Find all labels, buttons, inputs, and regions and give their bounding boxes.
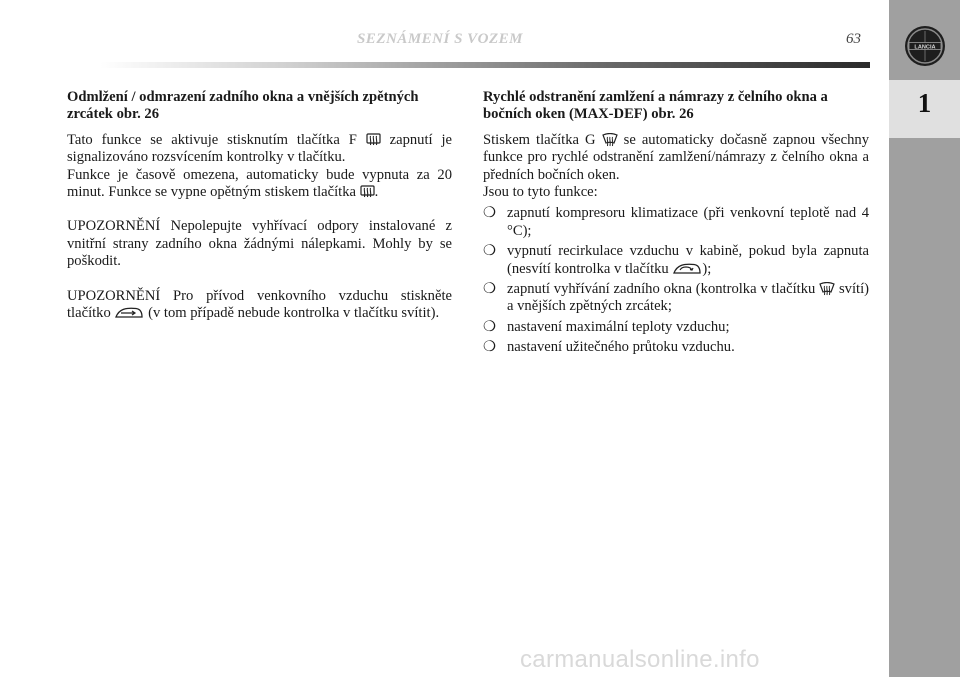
section-heading-max-def: Rychlé odstranění zamlžení a námrazy z čelního okna a bočních oken (MAX-DEF) obr. 26	[483, 89, 828, 123]
list-item: ❍ zapnutí kompresoru klimatizace (při venkovní teplotě nad 4 °C);	[483, 205, 869, 239]
header-rule	[100, 62, 870, 68]
bullet-icon: ❍	[483, 318, 497, 335]
bullet-icon: ❍	[483, 205, 497, 222]
list-item: ❍ nastavení maximální teploty vzduchu;	[483, 318, 730, 335]
left-column	[67, 89, 452, 322]
rear-defrost-icon	[366, 133, 381, 147]
right-column	[483, 89, 869, 360]
watermark: carmanualsonline.info	[520, 646, 760, 673]
windscreen-defrost-icon	[819, 282, 835, 296]
bullet-icon: ❍	[483, 243, 497, 260]
paragraph-functions-intro: Jsou to tyto funkce:	[483, 184, 598, 201]
list-item: ❍ zapnutí vyhřívání zadního okna (kontrolka v tlačítku svítí) a vnějších zpětných zrcátek;	[483, 281, 869, 315]
warning-heating-elements: UPOZORNĚNÍ Nepolepujte vyhřívací odpory instalované z vnitřní strany zadního okna žádnými nálepkami. Mohly by se poškodit.	[67, 218, 452, 270]
logo-text: LANCIA	[914, 44, 936, 51]
chapter-number: 1	[917, 88, 932, 118]
section-heading-rear-defrost: Odmlžení / odmrazení zadního okna a vnějších zpětných zrcátek obr. 26	[67, 89, 419, 123]
recirculation-icon	[672, 262, 702, 276]
paragraph-timer: Funkce je časově omezena, automaticky bude vypnuta za 20 minut. Funkce se vypne opětným stiskem tlačítka .	[67, 166, 452, 201]
running-header-title: SEZNÁMENÍ S VOZEM	[356, 31, 524, 47]
paragraph-activation: Tato funkce se aktivuje stisknutím tlačítka F zapnutí je signalizováno rozsvícením kontrolky v tlačítku.	[67, 131, 452, 166]
list-item: ❍ nastavení užitečného průtoku vzduchu.	[483, 339, 735, 356]
rear-defrost-icon	[360, 185, 375, 199]
list-item: ❍ vypnutí recirkulace vzduchu v kabině, pokud byla zapnuta (nesvítí kontrolka v tlačítku );	[483, 243, 869, 277]
paragraph-max-def-activation: Stiskem tlačítka G se automaticky dočasně zapnou všechny funkce pro rychlé odstranění zamlžení/námrazy z čelního okna a předních bočních oken.	[483, 131, 869, 183]
windscreen-defrost-icon	[602, 133, 618, 147]
lancia-logo	[904, 25, 946, 67]
warning-outside-air: UPOZORNĚNÍ Pro přívod venkovního vzduchu stiskněte tlačítko (v tom případě nebude kontrolka v tlačítku svítit).	[67, 287, 452, 322]
bullet-icon: ❍	[483, 281, 497, 298]
functions-list	[483, 205, 869, 356]
page-number: 63	[846, 31, 861, 47]
fresh-air-intake-icon	[114, 306, 144, 320]
bullet-icon: ❍	[483, 339, 497, 356]
